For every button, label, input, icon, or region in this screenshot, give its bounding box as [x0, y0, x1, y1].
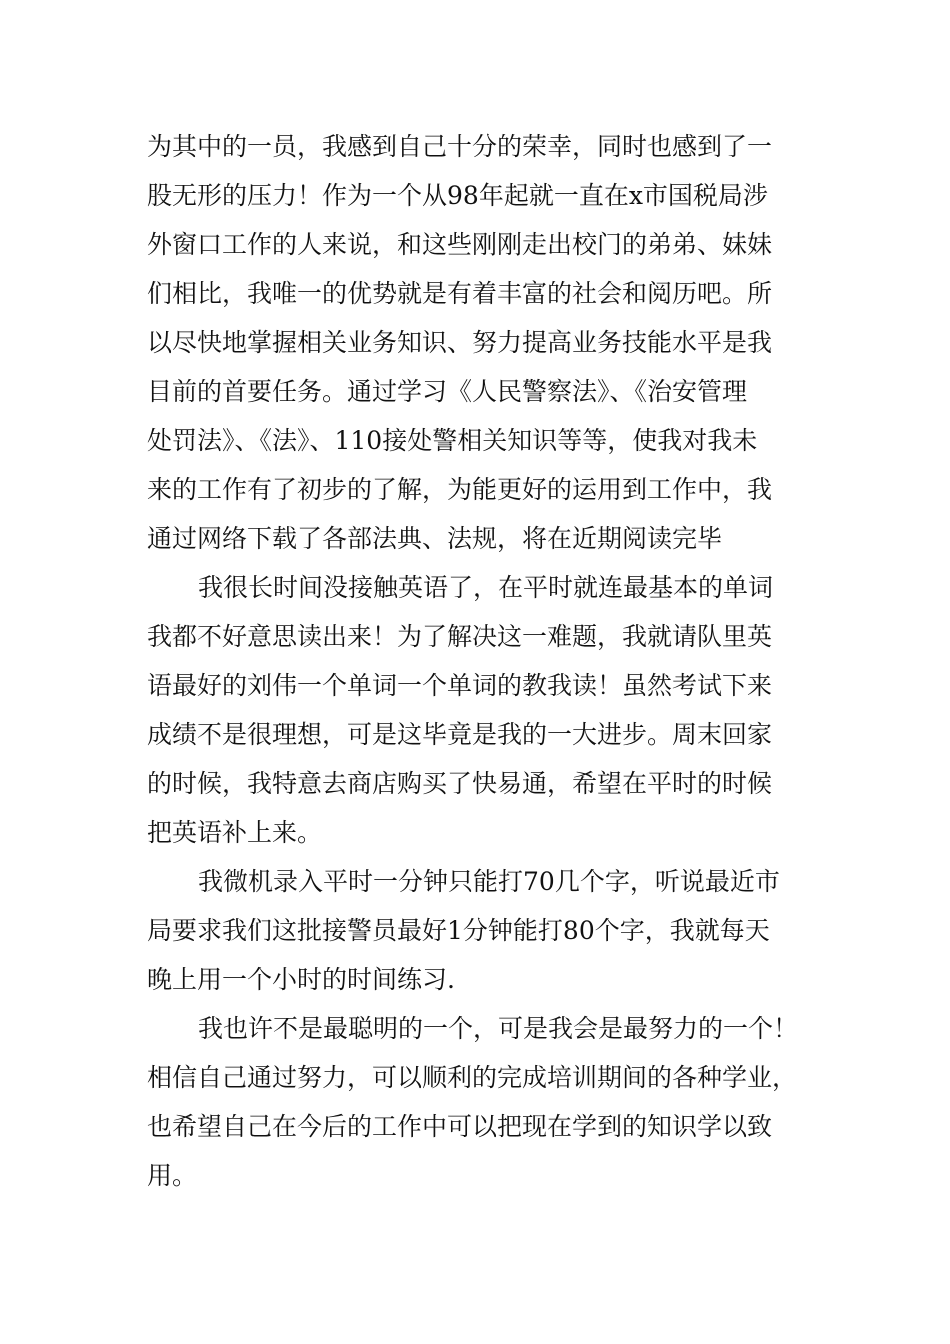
text-line: 晚上用一个小时的时间练习. — [147, 965, 455, 994]
text-line: 用。 — [147, 1161, 198, 1190]
text-line: 局要求我们这批接警员最好1分钟能打80个字，我就每天 — [147, 916, 770, 945]
text-line: 也希望自己在今后的工作中可以把现在学到的知识学以致 — [147, 1112, 773, 1141]
text-line: 处罚法》、《法》、110接处警相关知识等等，使我对我未 — [147, 426, 758, 455]
text-line: 相信自己通过努力，可以顺利的完成培训期间的各种学业， — [147, 1063, 798, 1092]
text-line: 们相比，我唯一的优势就是有着丰富的社会和阅历吧。所 — [147, 279, 773, 308]
text-line: 为其中的一员，我感到自己十分的荣幸，同时也感到了一 — [147, 132, 773, 161]
document-body — [147, 122, 807, 1200]
paragraph-1 — [147, 122, 807, 563]
paragraph-4 — [147, 1004, 807, 1200]
text-line: 目前的首要任务。通过学习《人民警察法》、《治安管理 — [147, 377, 748, 406]
text-line: 我也许不是最聪明的一个，可是我会是最努力的一个！ — [198, 1014, 799, 1043]
text-line: 我微机录入平时一分钟只能打70几个字，听说最近市 — [198, 867, 780, 896]
text-line: 外窗口工作的人来说，和这些刚刚走出校门的弟弟、妹妹 — [147, 230, 773, 259]
paragraph-3 — [147, 857, 807, 1004]
text-line: 语最好的刘伟一个单词一个单词的教我读！虽然考试下来 — [147, 671, 773, 700]
text-line: 以尽快地掌握相关业务知识、努力提高业务技能水平是我 — [147, 328, 773, 357]
text-line: 把英语补上来。 — [147, 818, 323, 847]
text-line: 通过网络下载了各部法典、法规，将在近期阅读完毕 — [147, 524, 723, 553]
text-line: 我很长时间没接触英语了，在平时就连最基本的单词 — [198, 573, 774, 602]
text-line: 我都不好意思读出来！为了解决这一难题，我就请队里英 — [147, 622, 773, 651]
text-line: 来的工作有了初步的了解，为能更好的运用到工作中，我 — [147, 475, 773, 504]
text-line: 股无形的压力！作为一个从98年起就一直在x市国税局涉 — [147, 181, 768, 210]
text-line: 的时候，我特意去商店购买了快易通，希望在平时的时候 — [147, 769, 773, 798]
paragraph-2 — [147, 563, 807, 857]
text-line: 成绩不是很理想，可是这毕竟是我的一大进步。周末回家 — [147, 720, 773, 749]
